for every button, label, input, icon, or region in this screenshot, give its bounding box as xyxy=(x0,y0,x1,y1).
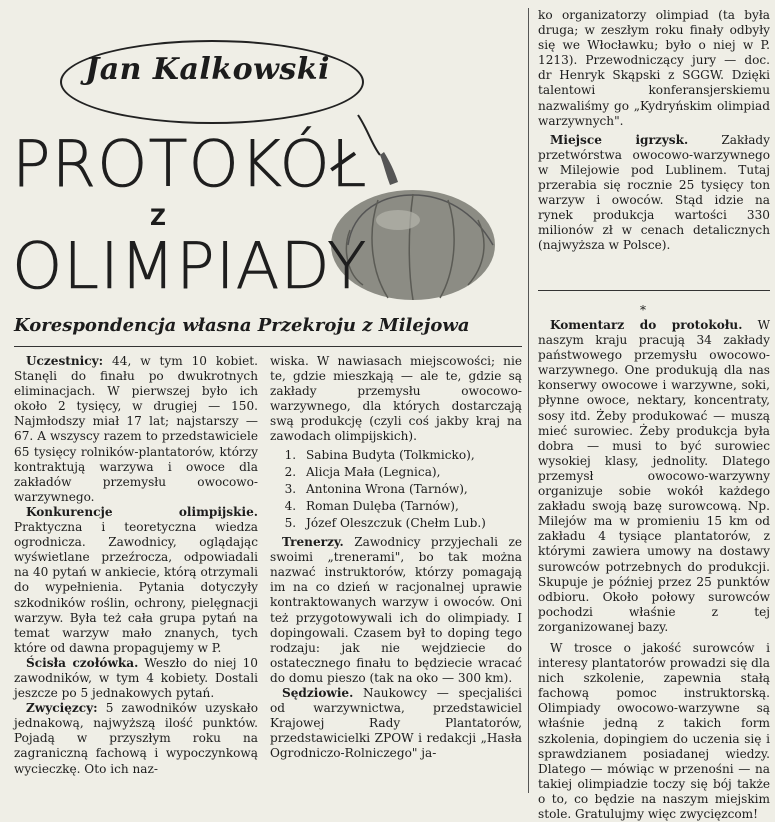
divider xyxy=(538,290,770,291)
author-name: Jan Kalkowski xyxy=(85,52,330,87)
winners-list xyxy=(270,448,522,531)
paragraph xyxy=(14,505,258,656)
paragraph-heading: Zwycięzcy: xyxy=(26,701,98,716)
paragraph-heading: Sędziowie. xyxy=(282,685,354,700)
paragraph-heading: Ścisła czołówka. xyxy=(26,655,139,670)
subtitle: Korespondencja własna Przekroju z Milejowa xyxy=(14,315,470,336)
column-2 xyxy=(270,354,522,761)
paragraph xyxy=(270,354,522,445)
section-star: * xyxy=(640,303,646,317)
paragraph xyxy=(538,641,770,822)
list-item: 4. Roman Dulęba (Tarnów), xyxy=(300,499,522,514)
paragraph-heading: Komentarz do protokołu. xyxy=(550,318,743,332)
column-1 xyxy=(14,354,258,777)
title-z: Z xyxy=(150,206,166,231)
paragraph-heading: Uczestnicy: xyxy=(26,354,104,368)
paragraph-heading: Miejsce igrzysk. xyxy=(550,132,689,147)
paragraph xyxy=(14,354,258,505)
paragraph xyxy=(270,686,522,761)
paragraph-text: Zakłady przetwórstwa owocowo-warzywnego w Milejowie pod Lublinem. Tutaj przerabia się rocznie 25 tysięcy ton warzyw i owoców. Stąd idzie na rynek produkcja wartości 330 milionów zł w cenach detalicznych (najwyższa w Polsce). xyxy=(538,132,770,253)
paragraph xyxy=(538,8,770,129)
paragraph-text: 5 zawodników uzyskało jednakową, najwyższą ilość punktów. Pojadą w przyszłym roku na zagraniczną fachową i wypoczynkową wycieczkę. Oto ich naz- xyxy=(14,701,258,776)
paragraph xyxy=(14,701,258,776)
paragraph xyxy=(538,318,770,635)
paragraph-text: Zawodnicy przyjechali ze swoimi „trenerami", bo tak można nazwać instruktorów, którzy pomagają im na co dzień w racjonalnej uprawie kontraktowanych warzyw i owoców. Oni też przygotowywali ich do olimpiady. I dopingowali. Czasem był to doping tego rodzaju: jak nie wejdziecie do ostatecznego finału to będziecie wracać do domu pieszo (tak na oko — 300 km). xyxy=(270,535,522,685)
list-item: 3. Antonina Wrona (Tarnów), xyxy=(300,482,522,497)
paragraph-text: wiska. W nawiasach miejscowości; nie te, gdzie mieszkają — ale te, gdzie są zakłady przemysłu owocowo-warzywnego, dla których dostarczają swą produkcję (czyli coś jakby kraj na zawodach olimpijskich). xyxy=(270,354,522,444)
column-3-bottom xyxy=(538,318,770,822)
paragraph-text: Praktyczna i teoretyczna wiedza ogrodnicza. Zawodnicy, oglądając wyświetlane przeźrocza, odpowiadali na 40 pytań w ankiecie, którą otrzymali do wypełnienia. Pytania dotyczyły szkodników roślin, ochrony, pielęgnacji warzyw. Była też cała grupa pytań na temat warzyw mało znanych, tych które od dawna propagujemy w P. xyxy=(14,520,258,655)
title-line-1: PROTOKÓŁ xyxy=(12,128,368,202)
column-divider xyxy=(528,8,529,793)
paragraph-text: Weszło do niej 10 zawodników, w tym 4 kobiety. Dostali jeszcze po 5 jednakowych pytań. xyxy=(14,655,258,701)
paragraph-heading: Trenerzy. xyxy=(282,535,344,550)
divider xyxy=(14,346,522,347)
paragraph xyxy=(14,656,258,701)
paragraph xyxy=(270,535,522,686)
paragraph-heading: Konkurencje olimpijskie. xyxy=(26,504,258,519)
paragraph-text: W naszym kraju pracują 34 zakłady państwowego przemysłu owocowo-warzywnego. One produkują dla nas konserwy owocowe i warzywne, soki, płynne owoce, nektary, koncentraty, sosy itd. Żeby produkować — muszą mieć surowiec. Żeby produkcja była dobra — musi to być surowiec wysokiej klasy, jednolity. Dlatego przemysł owocowo-warzywny organizuje sobie wokół każdego zakładu swoją bazę surowcową. Np. Milejów ma w promieniu 15 km od zakładu 4 tysiące plantatorów, z którymi zawiera umowy na dostawy surowców potrzebnych do produkcji. Skupuje je później przez 25 punktów odbioru. Około połowy surowców pochodzi właśnie z tej zorganizowanej bazy. xyxy=(538,318,770,634)
list-item: 1. Sabina Budyta (Tolkmicko), xyxy=(300,448,522,463)
column-3-top xyxy=(538,8,770,254)
paragraph-text: ko organizatorzy olimpiad (ta była druga; w zeszłym roku finały odbyły się we Włocławku; było o niej w P. 1213). Przewodniczący jury — doc. dr Henryk Skąpski z SGGW. Dzięki talentowi konferansjerskiemu nazwaliśmy go „Kydryńskim olimpiad warzywnych". xyxy=(538,8,770,128)
list-item: 5. Józef Oleszczuk (Chełm Lub.) xyxy=(300,516,522,531)
paragraph-text: W trosce o jakość surowców i interesy plantatorów prowadzi się dla nich szkolenie, zapewnia stałą fachową pomoc instruktorską. Olimpiady owocowo-warzywne są właśnie jedną z takich form szkolenia, dopingiem do uczenia się i sprawdzianem posiadanej wiedzy. Dlatego — mówiąc w przenośni — na takiej olimpiadzie toczy się bój także o to, co będzie na naszym miejskim stole. Gratulujmy więc zwycięzcom! xyxy=(538,640,770,821)
paragraph-text: Naukowcy — specjaliści od warzywnictwa, przedstawiciel Krajowej Rady Plantatorów, przedstawicielki ZPOW i redakcji „Hasła Ogrodniczo-Rolniczego" ja- xyxy=(270,685,522,761)
paragraph-text: 44, w tym 10 kobiet. Stanęli do finału po dwukrotnych eliminacjach. W pierwszej było ich około 2 tysięcy, w drugiej — 150. Najmłodszy miał 17 lat; najstarszy — 67. A wszyscy razem to przedstawiciele 65 tysięcy rolników-plantatorów, którzy kontraktują warzywa i owoce dla zakładów przemysłu owocowo-warzywnego. xyxy=(14,354,258,504)
list-item: 2. Alicja Mała (Legnica), xyxy=(300,465,522,480)
title-line-2: OLIMPIADY xyxy=(12,230,368,304)
paragraph xyxy=(538,133,770,254)
